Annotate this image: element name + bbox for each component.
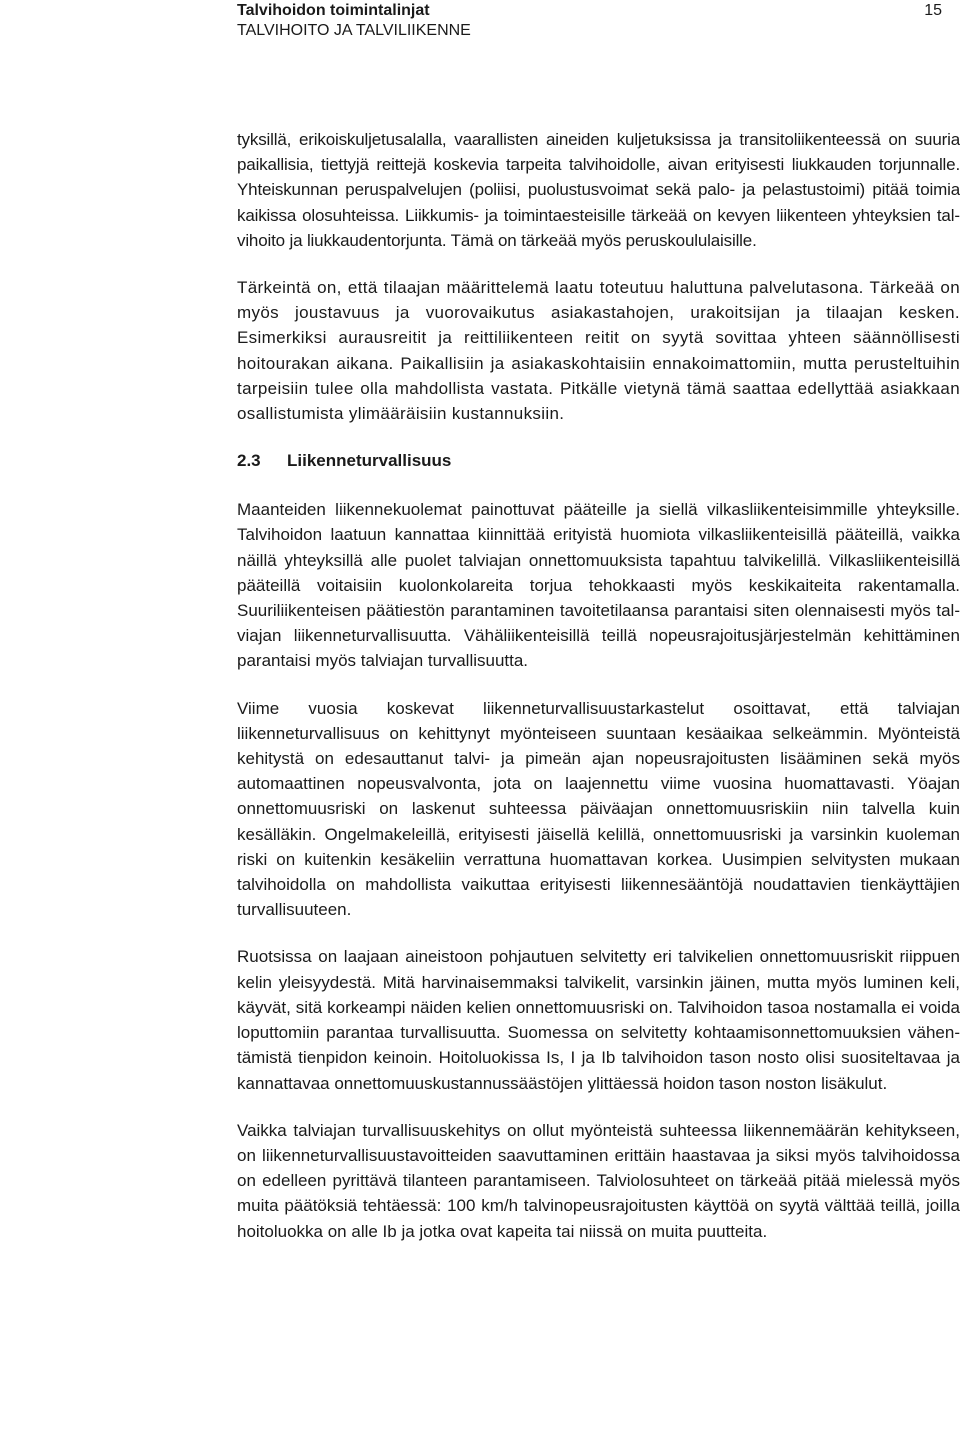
section-heading [237,449,960,473]
section-number: 2.3 [237,451,261,471]
body-paragraph: tyksillä, erikoiskuljetusalalla, vaarallisten aineiden kuljetuksissa ja transitoliikenteessä on suuria paikallisia, tiettyjä reittejä koskevia tarpeita talvihoidolle, aivan erityisesti liukkauden torjunnalle. Yhteiskunnan peruspalvelujen (poliisi, puolustusvoimat sekä palo- ja pelastustoimi) pitää toimia kaikissa olosuhteissa. Liikkumis- ja toimintaesteisille tärkeää on kevyen liikenteen yhteyksien talvihoito ja liukkaudentorjunta. Tämä on tärkeää myös peruskoululaisille. [237,130,960,250]
page-body [237,127,960,1244]
body-paragraph: Maanteiden liikennekuolemat painottuvat pääteille ja siellä vilkasliikenteisimmille yhteyksille. Talvihoidon laatuun kannattaa kiinnittää erityistä huomiota vilkasliikenteisillä pääteillä, vaikka näillä yhteyksillä alle puolet talviajan onnettomuuksista tapahtuu talvikelillä. Vilkasliikenteisillä pääteillä voitaisiin kuolonkolareita torjua tehokkaasti myös keskikaiteita rakentamalla. Suuriliikenteisen päätiestön parantaminen tavoitetilaansa parantaisi siten olennaisesti myös talviajan liikenneturvallisuutta. Vähäliikenteisillä teillä nopeusrajoitusjärjestelmän kehittäminen parantaisi myös talviajan turvallisuutta. [237,500,960,671]
body-paragraph: Vaikka talviajan turvallisuuskehitys on ollut myönteistä suhteessa liikennemäärän kehitykseen, on liikenneturvallisuustavoitteiden saavuttaminen erittäin haastavaa ja siksi myös talvihoidossa on edelleen pyrittävä tilanteen parantamiseen. Talviolosuhteet on tärkeää pitää mielessä myös muita päätöksiä tehtäessä: 100 km/h talvinopeusrajoitusten käyttöä on syytä välttää teillä, joilla hoitoluokka on alle Ib ja jotka ovat kapeita tai niissä on muita puutteita. [237,1120,960,1241]
section-title: Liikenneturvallisuus [287,451,452,471]
body-paragraph: Ruotsissa on laajaan aineistoon pohjautuen selvitetty eri talvikelien onnettomuusriskit riippuen kelin yleisyydestä. Mitä harvinaisemmaksi talvikelit, varsinkin jäinen, mutta myös luminen keli, käyvät, sitä korkeampi näiden kelien onnettomuusriski on. Talvihoidon tasoa nostamalla ei voida loputtomiin parantaa turvallisuutta. Suomessa on selvitetty kohtaamisonnettomuuksien vähentämistä tienpidon keinoin. Hoitoluokissa Is, I ja Ib talvihoidon tason nosto olisi suositeltavaa ja kannattavaa onnettomuuskustannussäästöjen ylittäessä hoidon tason noston lisäkulut. [237,947,960,1093]
body-paragraph: Viime vuosia koskevat liikenneturvallisuustarkastelut osoittavat, että talviajan liikenneturvallisuus on kehittynyt myönteiseen suuntaan kesäaikaa selkeämmin. Myönteistä kehitystä on edesauttanut talvi- ja pimeän ajan nopeusrajoitusten lisääminen sekä myös automaattinen nopeusvalvonta, jota on laajennettu viime vuosina huomattavasti. Yöajan onnettomuusriski on laskenut suhteessa päiväajan onnettomuusriskiin niin talvella kuin kesälläkin. Ongelmakeleillä, erityisesti jäisellä kelillä, onnettomuusriski ja varsinkin kuoleman riski on kuitenkin kesäkeliin verrattuna huomattavan korkea. Uusimpien selvitysten mukaan talvihoidolla on mahdollista vaikuttaa erityisesti liikennesääntöjä noudattavien tienkäyttäjien turvallisuuteen. [237,698,960,920]
header-title: Talvihoidon toimintalinjat [237,2,430,19]
header-subtitle: TALVIHOITO JA TALVILIIKENNE [237,22,471,39]
page-number: 15 [924,2,942,19]
body-paragraph: Tärkeintä on, että tilaajan määrittelemä laatu toteutuu haluttuna palvelutasona. Tärkeää on myös joustavuus ja vuorovaikutus asiakastahojen, urakoitsijan ja tilaajan kesken. Esimerkiksi aurausreitit ja reittiliikenteen reitit on syytä sovittaa yhteen säännöllisesti hoitourakan aikana. Paikallisiin ja asiakaskohtaisiin ennakoimattomiin, mutta perusteltuihin tarpeisiin tulee olla mahdollista vastata. Pitkälle vietynä tämä saattaa edellyttää asiakkaan osallistumista ylimääräisiin kustannuksiin. [237,278,960,424]
running-header [237,0,942,44]
